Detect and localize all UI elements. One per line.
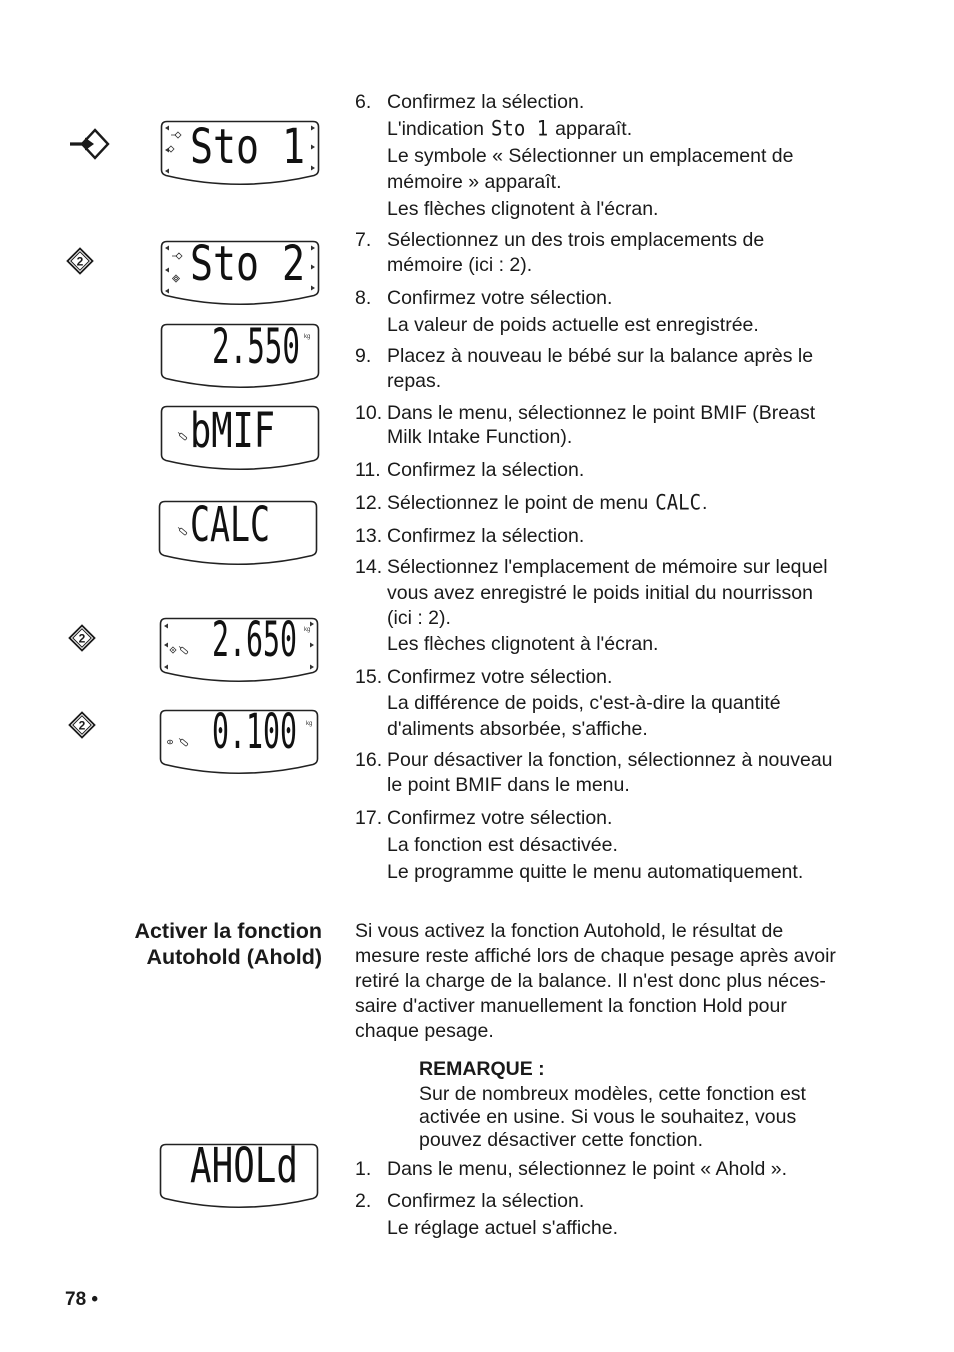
lcd-readout: CALC [190, 500, 270, 553]
step-6 [355, 89, 794, 223]
step-body [387, 748, 833, 798]
lcd-display-weight-stored [160, 323, 320, 389]
unit-label: kg [304, 627, 311, 633]
step-body [387, 228, 764, 278]
step-body [387, 1188, 618, 1242]
step-line: Confirmez la sélection. [387, 459, 585, 481]
lcd-readout: bMIF [190, 405, 275, 459]
ahold-step-2 [355, 1188, 618, 1242]
step-line: mémoire » apparaît. [387, 171, 562, 194]
step-line: (ici : 2). [387, 607, 451, 630]
step-body [387, 344, 813, 394]
step-body [387, 89, 794, 223]
paragraph-line: retiré la charge de la balance. Il n'est donc plus néces- [355, 969, 826, 992]
step-line: La fonction est désactivée. [387, 834, 618, 856]
step-body [387, 285, 759, 339]
note-text [419, 1083, 806, 1152]
text-before-display: L'indication [387, 117, 484, 140]
step-line: Dans le menu, sélectionnez le point « Ahold ». [387, 1158, 788, 1180]
step-line: Confirmez la sélection. [387, 1190, 585, 1212]
step-line: Milk Intake Function). [387, 426, 573, 448]
step-line: Sélectionnez l'emplacement de mémoire sur lequel [387, 556, 828, 578]
step-line: Confirmez la sélection. [387, 91, 585, 113]
step-body [387, 490, 707, 516]
step-number: 17. [355, 807, 383, 829]
step-line: Confirmez votre sélection. [387, 287, 613, 309]
step-13 [355, 523, 584, 549]
inline-display-text: CALC [655, 490, 702, 516]
step-body [387, 555, 828, 658]
note-line: activée en usine. Si vous le souhaitez, vous [419, 1105, 797, 1128]
step-line: Confirmez votre sélection. [387, 807, 613, 829]
step-body [387, 1156, 787, 1182]
paragraph-line: mesure reste affiché lors de chaque pesage après avoir [355, 944, 836, 967]
step-number: 1. [355, 1158, 372, 1180]
step-14 [355, 555, 828, 658]
select-memory-icon [66, 247, 94, 275]
lcd-display-sto-1 [160, 120, 320, 186]
select-memory-icon [68, 624, 96, 652]
step-9 [355, 344, 813, 394]
page-number: 78 • [65, 1289, 99, 1310]
step-number: 7. [355, 229, 372, 251]
select-icon-digit: 2 [78, 718, 86, 733]
enter-confirm-icon [68, 125, 110, 163]
lcd-readout: 0.100 [212, 709, 297, 760]
text-after-display: . [702, 492, 708, 514]
step-line-with-display [387, 116, 794, 143]
step-number: 9. [355, 345, 372, 367]
select-icon-digit: 2 [76, 254, 84, 269]
step-number: 6. [355, 91, 372, 113]
unit-label: kg [306, 721, 313, 727]
step-number: 2. [355, 1190, 372, 1212]
unit-label: kg [304, 334, 311, 340]
section-paragraph [355, 919, 836, 1044]
heading-line: Autohold (Ahold) [146, 945, 322, 969]
section-heading [134, 918, 322, 970]
step-line: Confirmez votre sélection. [387, 666, 613, 688]
step-body [387, 523, 584, 549]
step-body [387, 805, 803, 886]
step-line: repas. [387, 370, 442, 392]
text-after-display: apparaît. [555, 117, 633, 140]
step-line: Les flèches clignotent à l'écran. [387, 198, 659, 220]
paragraph-line: chaque pesage. [355, 1019, 494, 1042]
select-icon-digit: 2 [78, 631, 86, 646]
step-line: Placez à nouveau le bébé sur la balance après le [387, 345, 814, 367]
select-memory-icon [68, 711, 96, 739]
step-body [387, 664, 781, 742]
step-line: Sélectionnez un des trois emplacements de [387, 229, 765, 251]
step-7 [355, 228, 764, 278]
lcd-readout: Sto 2 [190, 240, 305, 292]
step-body [387, 457, 584, 483]
step-number: 16. [355, 749, 383, 771]
step-line: Les flèches clignotent à l'écran. [387, 633, 659, 656]
step-line: La valeur de poids actuelle est enregistrée. [387, 314, 759, 336]
lcd-readout: 2.550 [212, 323, 300, 375]
lcd-readout: Sto 1 [190, 120, 305, 175]
step-number: 12. [355, 492, 383, 514]
lcd-readout: AHOLd [190, 1143, 298, 1194]
step-number: 8. [355, 287, 372, 309]
step-line: Pour désactiver la fonction, sélectionnez à nouveau [387, 749, 833, 771]
step-number: 15. [355, 666, 383, 688]
step-number: 11. [355, 459, 381, 481]
note-line: Sur de nombreux modèles, cette fonction est [419, 1082, 806, 1105]
ahold-step-1 [355, 1156, 787, 1182]
step-line: Dans le menu, sélectionnez le point BMIF (Breast [387, 402, 816, 424]
step-8 [355, 285, 759, 339]
step-16 [355, 748, 833, 798]
step-line: d'aliments absorbée, s'affiche. [387, 718, 648, 740]
lcd-readout: 2.650 [212, 617, 297, 668]
step-number: 10. [355, 402, 383, 424]
step-line: Le programme quitte le menu automatiquement. [387, 861, 804, 883]
step-15 [355, 664, 781, 742]
step-line: vous avez enregistré le poids initial du nourrisson [387, 581, 813, 604]
lcd-display-intake-difference [159, 709, 319, 775]
inline-display-text: Sto 1 [490, 116, 549, 141]
step-line: mémoire (ici : 2). [387, 254, 533, 276]
step-body [387, 401, 815, 449]
step-10 [355, 401, 815, 449]
step-number: 14. [355, 556, 383, 578]
step-line-with-display [387, 490, 707, 516]
step-line: Le réglage actuel s'affiche. [387, 1217, 619, 1239]
note-line: pouvez désactiver cette fonction. [419, 1128, 703, 1151]
paragraph-line: Si vous activez la fonction Autohold, le résultat de [355, 919, 784, 942]
step-number: 13. [355, 525, 383, 547]
note-label: REMARQUE : [419, 1058, 545, 1080]
lcd-display-weight-current [159, 617, 319, 683]
step-11 [355, 457, 584, 483]
step-12 [355, 490, 707, 516]
step-line: le point BMIF dans le menu. [387, 774, 630, 796]
step-line: Le symbole « Sélectionner un emplacement de [387, 144, 794, 167]
step-17 [355, 805, 803, 886]
step-line: La différence de poids, c'est-à-dire la quantité [387, 692, 781, 714]
lcd-display-calc [158, 500, 318, 566]
heading-line: Activer la fonction [134, 919, 322, 943]
paragraph-line: saire d'activer manuellement la fonction Hold pour [355, 994, 787, 1017]
lcd-display-ahold [159, 1143, 319, 1209]
lcd-display-sto-2 [160, 240, 320, 306]
text-before-display: Sélectionnez le point de menu [387, 492, 649, 514]
lcd-display-bmif [160, 405, 320, 471]
step-line: Confirmez la sélection. [387, 525, 585, 547]
